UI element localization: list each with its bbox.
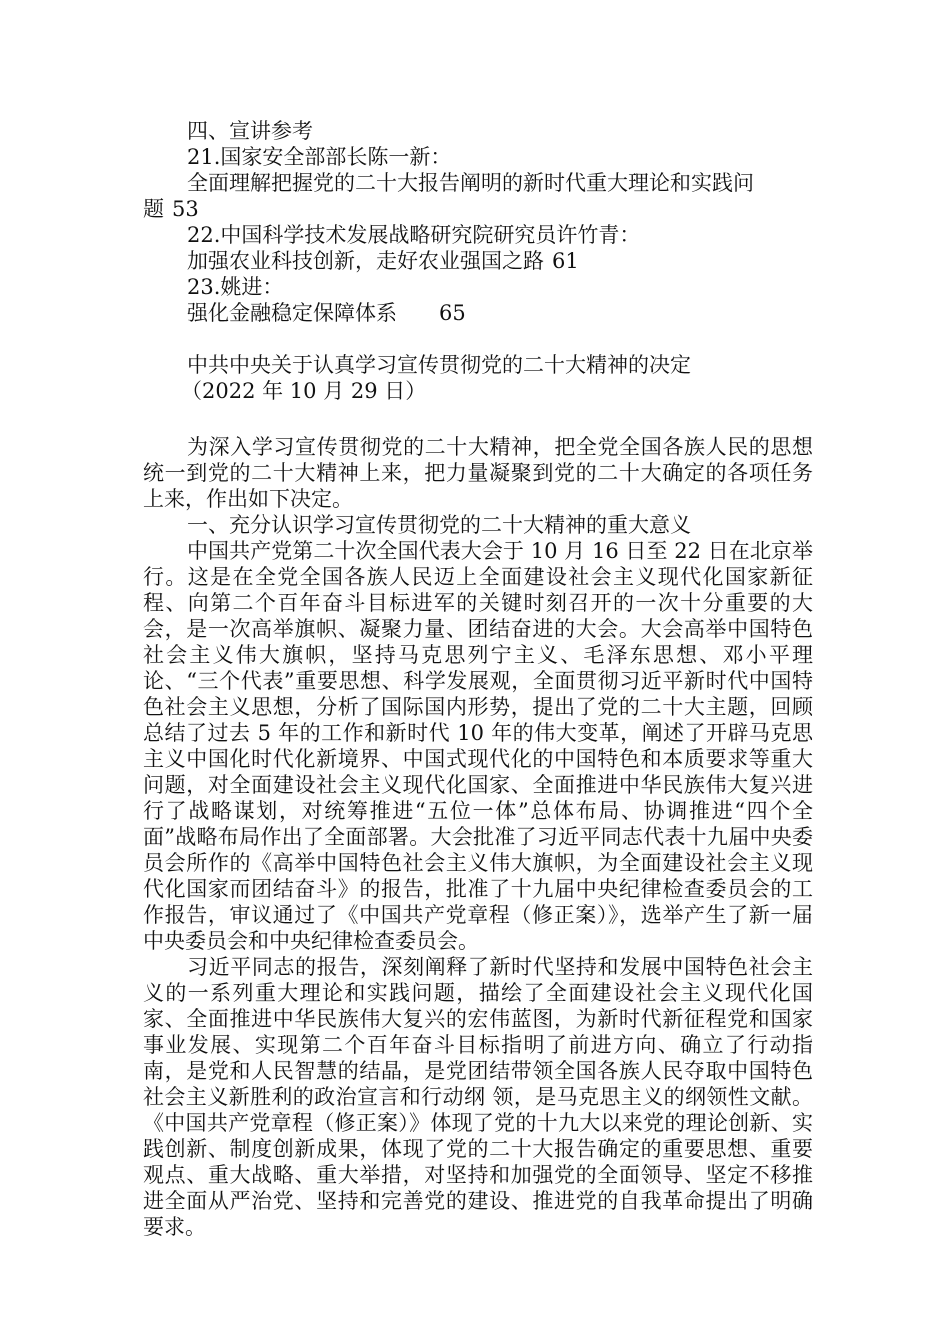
document-date: （2022 年 10 月 29 日） <box>181 379 427 403</box>
toc-entry-21-speaker: 21.国家安全部部长陈一新： <box>187 145 452 169</box>
toc-entry-21-page: 53 <box>172 197 199 221</box>
spacer <box>143 326 813 352</box>
toc-entry-23-speaker: 23.姚进： <box>187 275 284 299</box>
toc-entry-23-page: 65 <box>439 301 466 325</box>
body-paragraph-2: 习近平同志的报告，深刻阐释了新时代坚持和发展中国特色社会主义的一系列重大理论和实践问题，描绘了全面建设社会主义现代化国家、全面推进中华民族伟大复兴的宏伟蓝图，为新时代新征程党和国家事业发展、实现第二个百年奋斗目标指明了前进方向、确立了行动指南，是党和人民智慧的结晶，是党团结带领全国各族人民夺取中国特色社会主义新胜利的政治宣言和行动纲 领，是马克思主义的纲领性文献。《中国共产党章程（修正案）》体现了党的十九大以来党的理论创新、实践创新、制度创新成果，体现了党的二十大报告确定的重要思想、重要观点、重大战略、重大举措，对坚持和加强党的全面领导、坚定不移推进全面从严治党、坚持和完善党的建设、推进党的自我革命提出了明确要求。 <box>143 955 813 1239</box>
toc-entry-22-speaker: 22.中国科学技术发展战略研究院研究员许竹青： <box>187 223 641 247</box>
intro-paragraph: 为深入学习宣传贯彻党的二十大精神，把全党全国各族人民的思想统一到党的二十大精神上来，把力量凝聚到党的二十大确定的各项任务上来，作出如下决定。 <box>143 435 813 511</box>
toc-entry-21-title-text-cont: 题 <box>143 197 164 221</box>
toc-entry-22-title-text: 加强农业科技创新，走好农业强国之路 <box>187 249 544 273</box>
toc-entry-21-title-text: 全面理解把握党的二十大报告阐明的新时代重大理论和实践问 <box>187 171 754 195</box>
body-paragraph-1: 中国共产党第二十次全国代表大会于 10 月 16 日至 22 日在北京举行。这是在全党全国各族人民迈上全面建设社会主义现代化国家新征程、向第二个百年奋斗目标进军的关键时刻召开的一次十分重要的大会，是一次高举旗帜、凝聚力量、团结奋进的大会。大会高举中国特色社会主义伟大旗帜，坚持马克思列宁主义、毛泽东思想、邓小平理论、“三个代表”重要思想、科学发展观，全面贯彻习近平新时代中国特色社会主义思想，分析了国际国内形势，提出了党的二十大主题，回顾总结了过去 5 年的工作和新时代 10 年的伟大变革，阐述了开辟马克思主义中国化时代化新境界、中国式现代化的中国特色和本质要求等重大问题，对全面建设社会主义现代化国家、全面推进中华民族伟大复兴进行了战略谋划，对统筹推进“五位一体”总体布局、协调推进“四个全面”战略布局作出了全面部署。大会批准了习近平同志代表十九届中央委员会所作的《高举中国特色社会主义伟大旗帜，为全面建设社会主义现代化国家而团结奋斗》的报告，批准了十九届中央纪律检查委员会的工作报告，审议通过了《中国共产党章程（修正案）》，选举产生了新一届中央委员会和中央纪律检查委员会。 <box>143 539 813 953</box>
section-1-heading: 一、充分认识学习宣传贯彻党的二十大精神的重大意义 <box>187 513 691 537</box>
toc-entry-21-title-cont <box>143 196 813 222</box>
spacer <box>143 404 813 434</box>
toc-entry-21-title <box>143 170 813 196</box>
toc-entry-23-title <box>143 300 813 326</box>
toc-entry-22-title <box>143 248 813 274</box>
section-heading: 四、宣讲参考 <box>187 119 313 143</box>
toc-entry-23-title-text: 强化金融稳定保障体系 <box>187 301 397 325</box>
document-page <box>143 118 813 1240</box>
toc-entry-22-page: 61 <box>552 249 579 273</box>
document-title: 中共中央关于认真学习宣传贯彻党的二十大精神的决定 <box>187 353 691 377</box>
